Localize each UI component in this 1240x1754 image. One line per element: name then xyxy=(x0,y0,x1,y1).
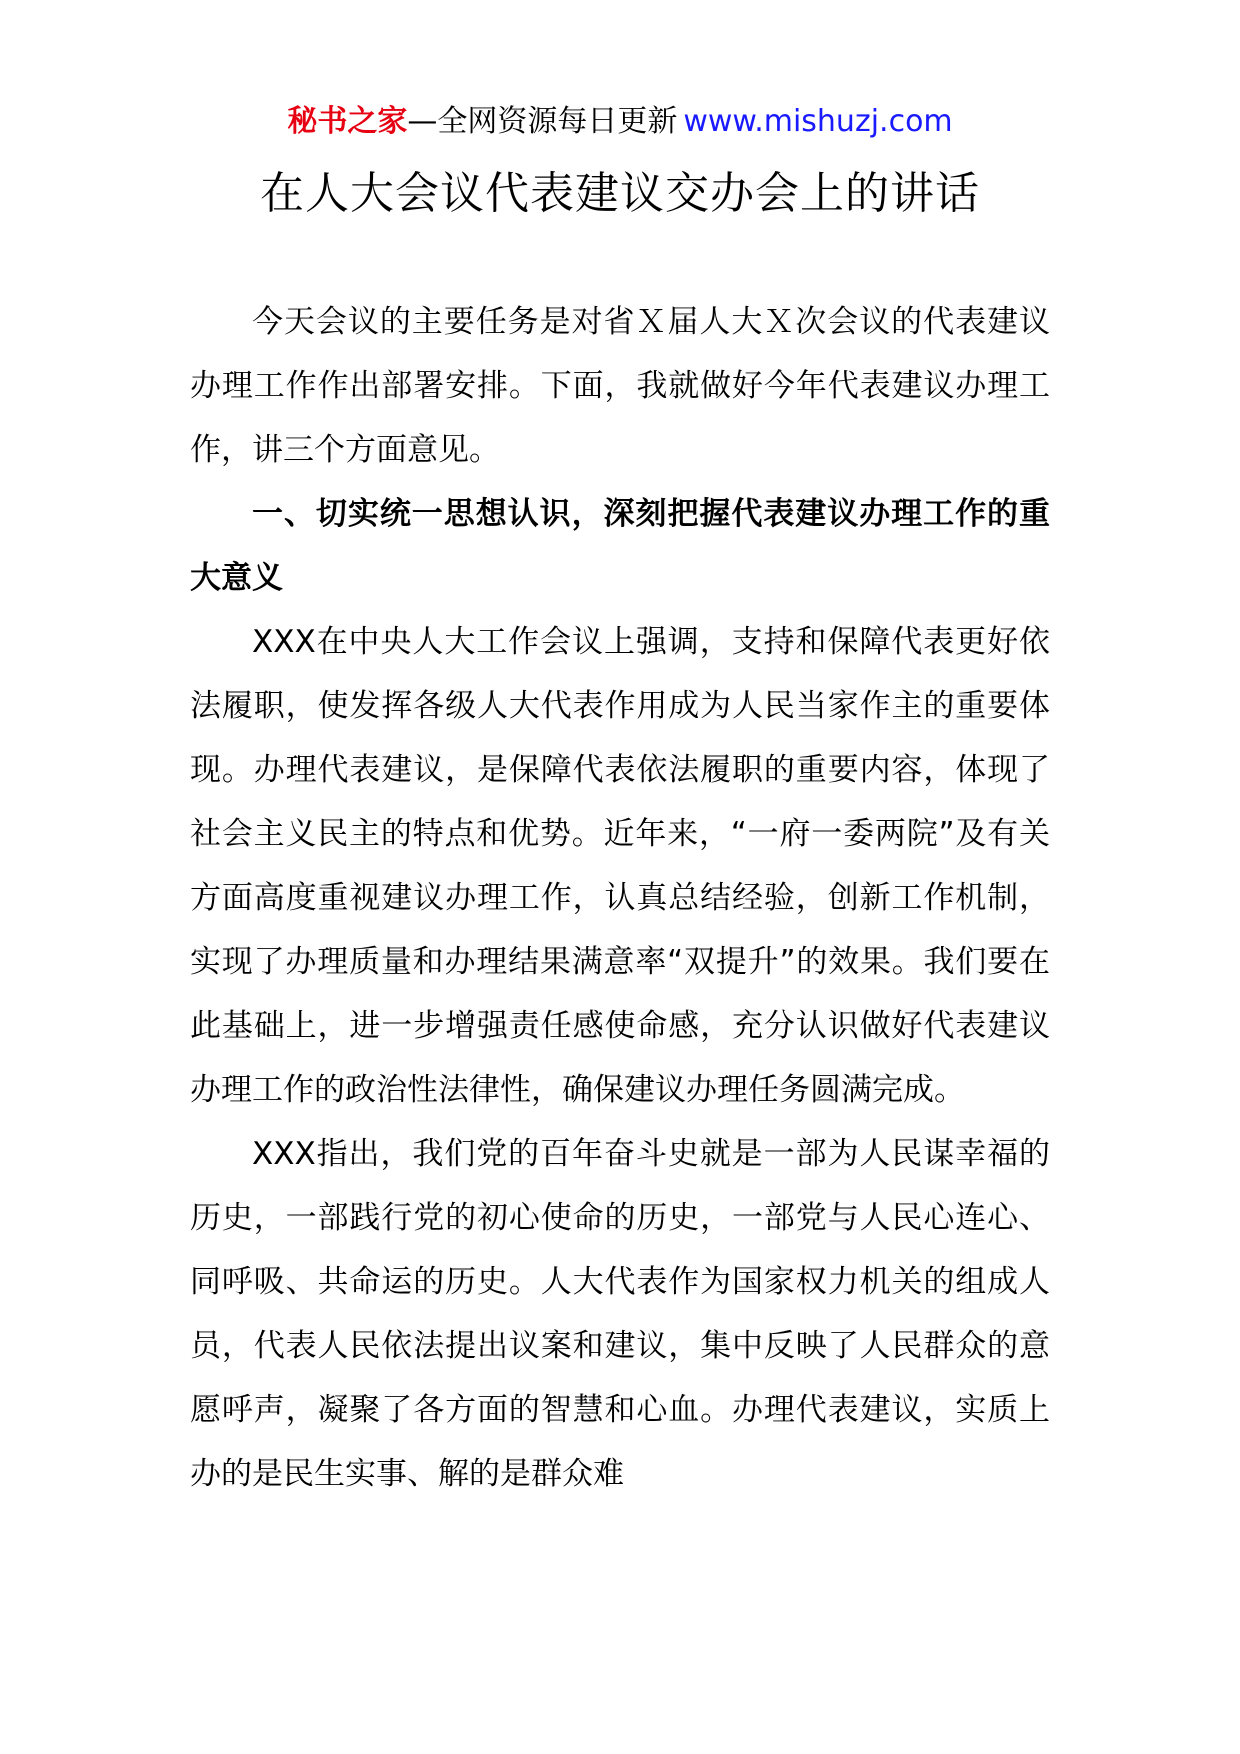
paragraph-intro: 今天会议的主要任务是对省Ｘ届人大Ｘ次会议的代表建议办理工作作出部署安排。下面，我就做好今年代表建议办理工作，讲三个方面意见。 xyxy=(190,304,1050,468)
brand-name: 秘书之家 xyxy=(287,104,408,139)
section-heading-1: 一、切实统一思想认识，深刻把握代表建议办理工作的重大意义 xyxy=(190,496,1050,596)
site-url-link[interactable]: www.mishuzj.com xyxy=(683,104,953,139)
document-title: 在人大会议代表建议交办会上的讲话 xyxy=(260,168,980,219)
header-tagline: —全网资源每日更新 xyxy=(407,104,678,139)
document-body xyxy=(190,290,1050,1506)
paragraph: XXX在中央人大工作会议上强调，支持和保障代表更好依法履职，使发挥各级人大代表作用成为人民当家作主的重要体现。办理代表建议，是保障代表依法履职的重要内容，体现了社会主义民主的特点和优势。近年来，“一府一委两院”及有关方面高度重视建议办理工作，认真总结经验，创新工作机制，实现了办理质量和办理结果满意率“双提升”的效果。我们要在此基础上，进一步增强责任感使命感，充分认识做好代表建议办理工作的政治性法律性，确保建议办理任务圆满完成。 xyxy=(190,624,1050,1108)
paragraph: XXX指出，我们党的百年奋斗史就是一部为人民谋幸福的历史，一部践行党的初心使命的历史，一部党与人民心连心、同呼吸、共命运的历史。人大代表作为国家权力机关的组成人员，代表人民依法提出议案和建议，集中反映了人民群众的意愿呼声，凝聚了各方面的智慧和心血。办理代表建议，实质上办的是民生实事、解的是群众难 xyxy=(190,1136,1050,1492)
site-header xyxy=(0,100,1240,144)
